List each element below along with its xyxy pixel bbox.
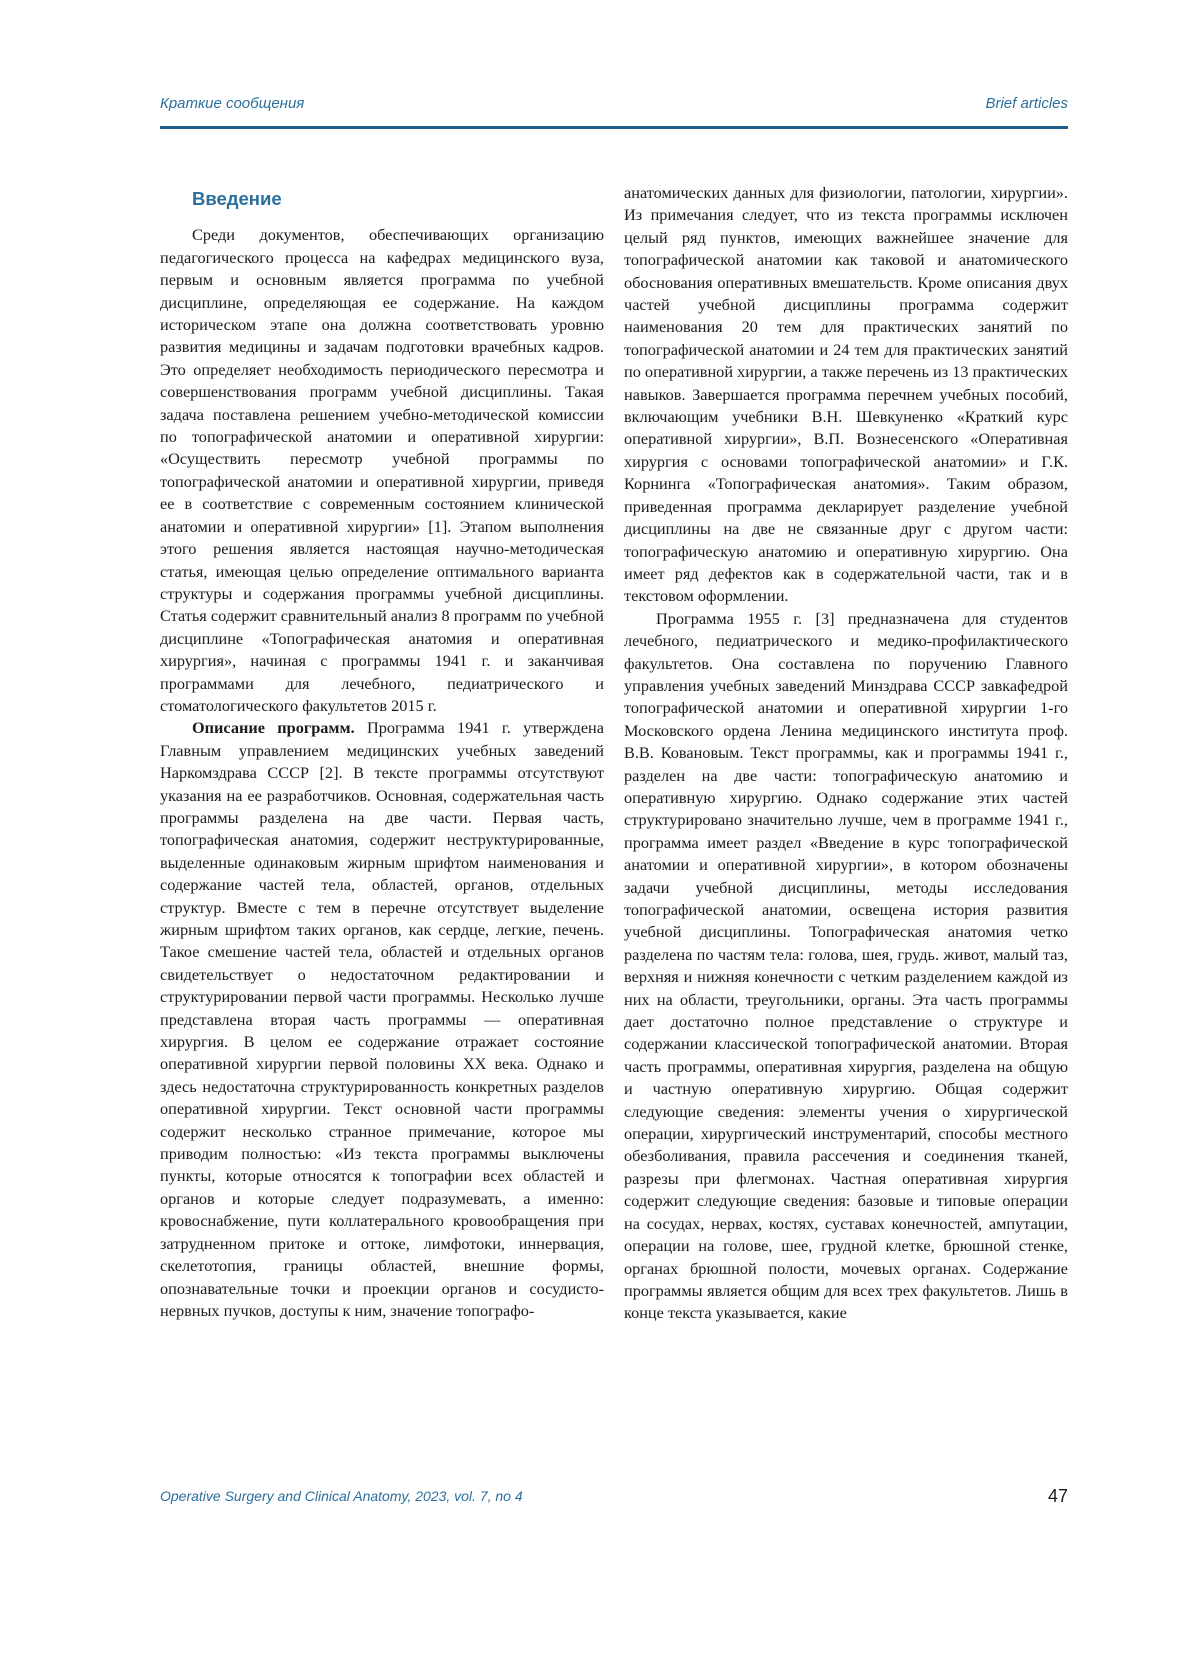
section-label-english: Brief articles	[985, 95, 1068, 112]
programs-paragraph	[160, 717, 604, 1322]
header-rule	[160, 126, 1068, 129]
continuation-paragraph: анатомических данных для физиологии, патологии, хирургии». Из примечания следует, что из текста программы исключен целый ряд пунктов, имеющих важнейшее значение для топографической анатомии как таковой и анатомического обоснования оперативных вмешательств. Кроме описания двух частей учебной дисциплины программа содержит наименования 20 тем для практических занятий по топографической анатомии и 24 тем для практических занятий по оперативной хирургии, а также перечень из 13 практических навыков. Завершается программа перечнем учебных пособий, включающим учебники В.Н. Шевкуненко «Краткий курс оперативной хирургии», В.П. Вознесенского «Оперативная хирургия с основами топографической анатомии» и Г.К. Корнинга «Топографическая анатомия». Таким образом, приведенная программа декларирует разделение учебной дисциплины на две не связанные друг с другом части: топографическую анатомию и оперативную хирургию. Она имеет ряд дефектов как в содержательной части, так и в текстовом оформлении.	[624, 183, 1068, 606]
section-heading: Введение	[192, 188, 282, 209]
page-number: 47	[1047, 1486, 1068, 1506]
programs-lead: Описание программ.	[192, 718, 355, 738]
running-head	[160, 95, 1068, 119]
journal-citation: Operative Surgery and Clinical Anatomy, 2023, vol. 7, no 4	[160, 1488, 523, 1504]
section-label: Краткие сообщения	[160, 95, 305, 112]
intro-paragraph: Среди документов, обеспечивающих организацию педагогического процесса на кафедрах медицинского вуза, первым и основным является программа по учебной дисциплине, определяющая ее содержание. На каждом историческом этапе она должна соответствовать уровню развития медицины и задачам подготовки врачебных кадров. Это определяет необходимость периодического пересмотра и совершенствования программ учебной дисциплины. Такая задача поставлена решением учебно-методической комиссии по топографической анатомии и оперативной хирургии: «Осуществить пересмотр учебной программы по топографической анатомии и оперативной хирургии, приведя ее в соответствие с современным состоянием клинической анатомии и оперативной хирургии» [1]. Этапом выполнения этого решения является настоящая научно-методическая статья, имеющая целью определение оптимального варианта структуры и содержания программы учебной дисциплины. Статья содержит сравнительный анализ 8 программ по учебной дисциплине «Топографическая анатомия и оперативная хирургия», начиная с программы 1941 г. и заканчивая программами для лечебного, педиатрического и стоматологического факультетов 2015 г.	[160, 225, 604, 715]
right-column	[624, 182, 1068, 1325]
program-1955-paragraph: Программа 1955 г. [3] предназначена для студентов лечебного, педиатрического и медико-профилактического факультетов. Она составлена по поручению Главного управления учебных заведений Минздрава СССР завкафедрой топографической анатомии и оперативной хирургии 1-го Московского ордена Ленина медицинского института проф. В.В. Ковановым. Текст программы, как и программы 1941 г., разделен на две части: топографическую анатомию и оперативную хирургию. Однако содержание этих частей структурировано значительно лучше, чем в программе 1941 г., программа имеет раздел «Введение в курс топографической анатомии и оперативной хирургии», в котором обозначены задачи учебной дисциплины, методы исследования топографической анатомии, освещена история развития учебной дисциплины. Топографическая анатомия четко разделена по частям тела: голова, шея, грудь. живот, малый таз, верхняя и нижняя конечности с четким разделением каждой из них на области, треугольники, органы. Эта часть программы дает достаточно полное представление о структуре и содержании классической топографической анатомии. Вторая часть программы, оперативная хирургия, разделена на общую и частную оперативную хирургию. Общая содержит следующие сведения: элементы учения о хирургической операции, хирургический инструментарий, способы местного обезболивания, правила рассечения и соединения тканей, разрезы при флегмонах. Частная оперативная хирургия содержит следующие сведения: базовые и типовые операции на сосудах, нервах, костях, суставах конечностей, ампутации, операции на голове, шее, грудной клетке, брюшной стенке, органах брюшной полости, мочевых органах. Содержание программы является общим для всех трех факультетов. Лишь в конце текста указывается, какие	[624, 608, 1068, 1323]
programs-text: Программа 1941 г. утверждена Главным управлением медицинских учебных заведений Наркомздрава СССР [2]. В тексте программы отсутствуют указания на ее разработчиков. Основная, содержательная часть программы разделена на две части. Первая часть, топографическая анатомия, содержит неструктурированные, выделенные одинаковым жирным шрифтом наименования и содержание частей тела, областей, органов, отдельных структур. Вместе с тем в перечне отсутствует выделение жирным шрифтом таких органов, как сердце, легкие, печень. Такое смешение частей тела, областей и отдельных органов свидетельствует о недостаточном редактировании и структурировании первой части программы. Несколько лучше представлена вторая часть программы — оперативная хирургия. В целом ее содержание отражает состояние оперативной хирургии первой половины XX века. Однако и здесь недостаточна структурированность конкретных разделов оперативной хирургии. Текст основной части программы содержит несколько странное примечание, которое мы приводим полностью: «Из текста программы выключены пункты, которые относятся к топографии всех областей и органов и которые следует подразумевать, а именно: кровоснабжение, пути коллатерального кровообращения при затрудненном притоке и оттоке, лимфотоки, иннервация, скелетотопия, границы областей, внешние формы, опознавательные точки и проекции органов и сосудисто-нервных пучков, доступы к ним, значение топографо-	[160, 718, 604, 1320]
left-column	[160, 182, 604, 1322]
page-footer	[160, 1486, 1068, 1510]
